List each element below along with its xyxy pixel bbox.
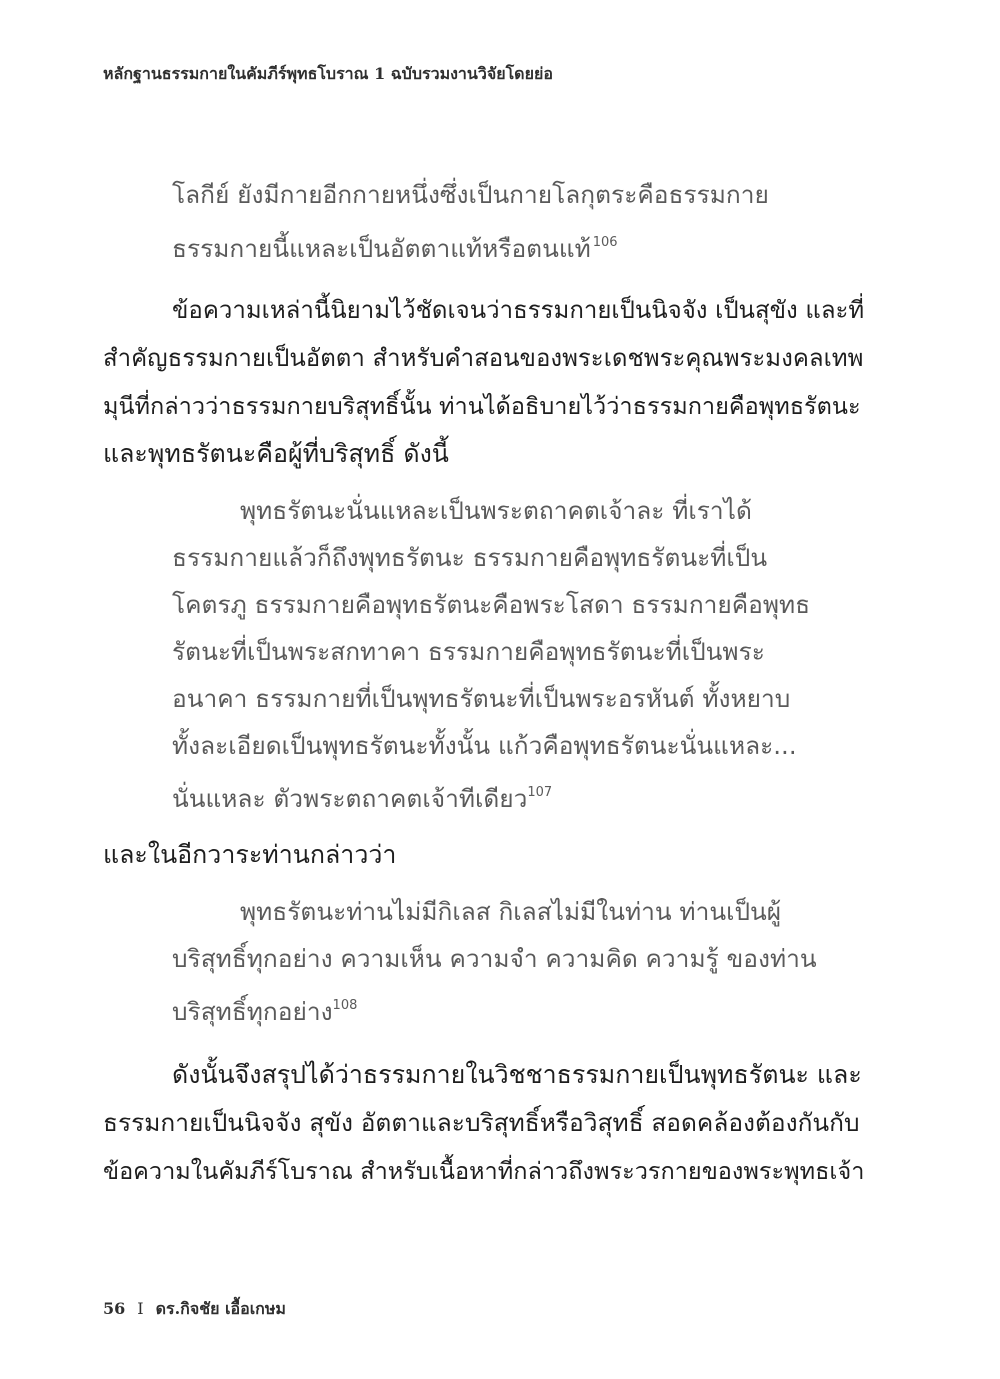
quote2-line-7: [172, 778, 552, 814]
quote2-line-2: ธรรมกายแล้วก็ถึงพุทธรัตนะ ธรรมกายคือพุทธรัตนะที่เป็น: [172, 543, 768, 572]
page-footer: [103, 1297, 286, 1322]
quote2-line-5: อนาคา ธรรมกายที่เป็นพุทธรัตนะที่เป็นพระอรหันต์ ทั้งหยาบ: [172, 684, 791, 713]
quote2-line-4: รัตนะที่เป็นพระสกทาคา ธรรมกายคือพุทธรัตนะที่เป็นพระ: [172, 637, 765, 666]
para3-line-3: ข้อความในคัมภีร์โบราณ สำหรับเนื้อหาที่กล่าวถึงพระวรกายของพระพุทธเจ้า: [103, 1157, 865, 1185]
quote3-line-3: [172, 991, 357, 1027]
quote2-line-3: โคตรภู ธรรมกายคือพุทธรัตนะคือพระโสดา ธรรมกายคือพุทธ: [172, 590, 811, 619]
footnote-ref-107: 107: [527, 785, 553, 800]
quote3-line-1: พุทธรัตนะท่านไม่มีกิเลส กิเลสไม่มีในท่าน ท่านเป็นผู้: [240, 897, 782, 926]
quote3-line-2: บริสุทธิ์ทุกอย่าง ความเห็น ความจำ ความคิด ความรู้ ของท่าน: [172, 944, 817, 973]
quote2-line-1: พุทธรัตนะนั่นแหละเป็นพระตถาคตเจ้าละ ที่เราได้: [240, 496, 752, 525]
quote2-line-6: ทั้งละเอียดเป็นพุทธรัตนะทั้งนั้น แก้วคือพุทธรัตนะนั่นแหละ...: [172, 731, 797, 760]
author-name: ดร.กิจชัย เอื้อเกษม: [155, 1299, 286, 1318]
quote1-line-2: [172, 228, 618, 264]
para1-line-2: สำคัญธรรมกายเป็นอัตตา สำหรับคำสอนของพระเดชพระคุณพระมงคลเทพ: [103, 344, 864, 372]
quote1-line-2-text: ธรรมกายนี้แหละเป็นอัตตาแท้หรือตนแท้: [172, 234, 591, 263]
para1-line-4: และพุทธรัตนะคือผู้ที่บริสุทธิ์ ดังนี้: [103, 439, 449, 468]
running-header: หลักฐานธรรมกายในคัมภีร์พุทธโบราณ 1 ฉบับรวมงานวิจัยโดยย่อ: [103, 64, 553, 83]
footnote-ref-106: 106: [592, 235, 618, 250]
footnote-ref-108: 108: [332, 998, 358, 1013]
page-number: 56: [103, 1299, 126, 1318]
quote3-line-3-text: บริสุทธิ์ทุกอย่าง: [172, 997, 333, 1026]
quote2-line-7-text: นั่นแหละ ตัวพระตถาคตเจ้าทีเดียว: [172, 784, 528, 813]
footer-separator: I: [137, 1299, 144, 1318]
para2-line: และในอีกวาระท่านกล่าวว่า: [103, 840, 397, 869]
para1-line-1: ข้อความเหล่านี้นิยามไว้ชัดเจนว่าธรรมกายเป็นนิจจัง เป็นสุขัง และที่: [172, 296, 865, 324]
para3-line-2: ธรรมกายเป็นนิจจัง สุขัง อัตตาและบริสุทธิ์หรือวิสุทธิ์ สอดคล้องต้องกันกับ: [103, 1108, 860, 1137]
quote1-line-1: โลกีย์ ยังมีกายอีกกายหนึ่งซึ่งเป็นกายโลกุตระคือธรรมกาย: [172, 180, 769, 209]
para1-line-3: มุนีที่กล่าวว่าธรรมกายบริสุทธิ์นั้น ท่านได้อธิบายไว้ว่าธรรมกายคือพุทธรัตนะ: [103, 392, 861, 420]
para3-line-1: ดังนั้นจึงสรุปได้ว่าธรรมกายในวิชชาธรรมกายเป็นพุทธรัตนะ และ: [172, 1060, 862, 1089]
